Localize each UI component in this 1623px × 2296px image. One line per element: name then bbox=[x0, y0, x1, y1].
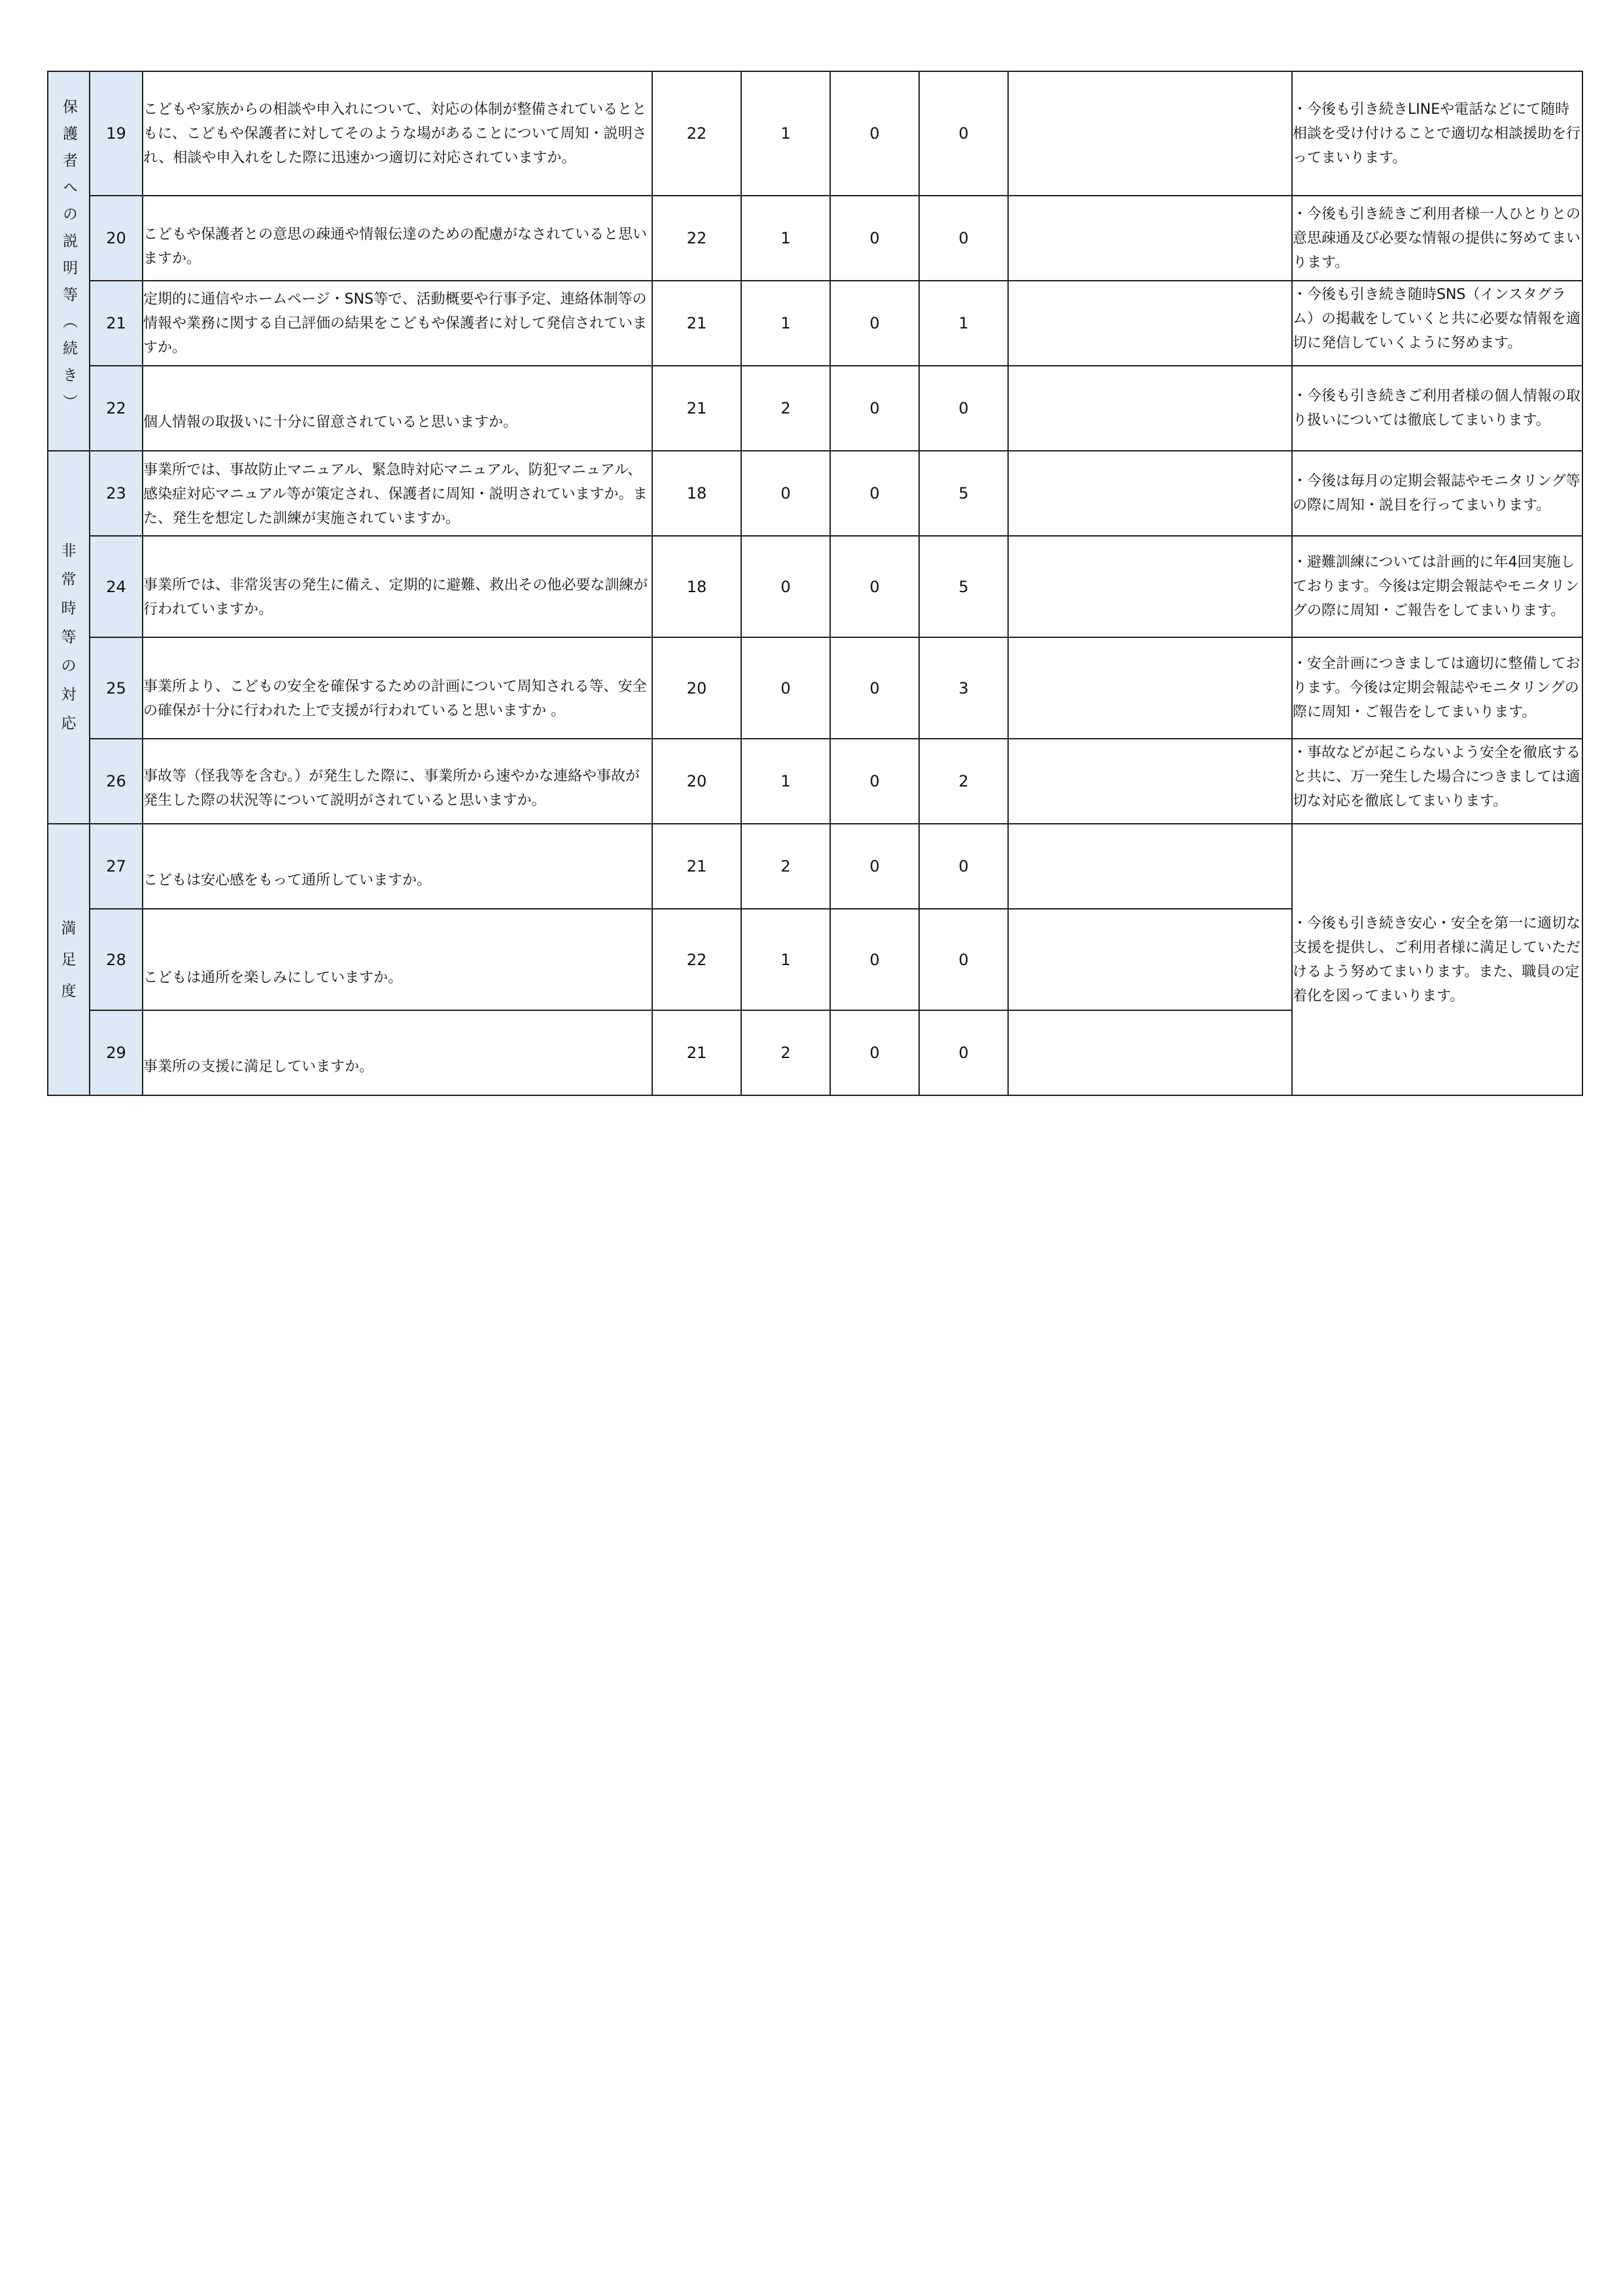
item-number: 28 bbox=[90, 909, 143, 1010]
comment-cell bbox=[1008, 909, 1292, 1010]
question-text: こどもや家族からの相談や申入れについて、対応の体制が整備されているとともに、こどもや保護者に対してそのような場があることについて周知・説明され、相談や申入れをした際に迅速かつ適切に対応されていますか。 bbox=[143, 71, 652, 196]
response-text: ・今後は毎月の定期会報誌やモニタリング等の際に周知・説目を行ってまいります。 bbox=[1292, 451, 1582, 536]
count-yes: 21 bbox=[652, 366, 741, 451]
count-no: 0 bbox=[830, 451, 919, 536]
comment-cell bbox=[1008, 739, 1292, 824]
response-text: ・今後も引き続きご利用者様の個人情報の取り扱いについては徹底してまいります。 bbox=[1292, 366, 1582, 451]
table-row bbox=[48, 536, 1582, 637]
count-yes: 21 bbox=[652, 1010, 741, 1095]
response-text: ・避難訓練については計画的に年4回実施しております。今後は定期会報誌やモニタリングの際に周知・ご報告をしてまいります。 bbox=[1292, 536, 1582, 637]
count-no: 0 bbox=[830, 71, 919, 196]
count-unknown: 5 bbox=[919, 536, 1008, 637]
count-neutral: 2 bbox=[741, 824, 830, 909]
comment-cell bbox=[1008, 451, 1292, 536]
response-text: ・事故などが起こらないよう安全を徹底すると共に、万一発生した場合につきましては適切な対応を徹底してまいります。 bbox=[1293, 745, 1581, 809]
count-neutral: 1 bbox=[741, 71, 830, 196]
count-neutral: 1 bbox=[741, 281, 830, 366]
section-label: 非常時等の対応 bbox=[61, 542, 77, 732]
comment-cell bbox=[1008, 366, 1292, 451]
table-row bbox=[48, 366, 1582, 451]
count-no: 0 bbox=[830, 196, 919, 281]
count-no: 0 bbox=[830, 637, 919, 739]
response-text: ・今後も引き続きLINEや電話などにて随時相談を受け付けることで適切な相談援助を行ってまいります。 bbox=[1292, 71, 1582, 196]
question-text: 事業所の支援に満足していますか。 bbox=[143, 1010, 652, 1095]
response-cell bbox=[1292, 281, 1582, 366]
count-yes: 22 bbox=[652, 196, 741, 281]
response-text: ・今後も引き続き随時SNS（インスタグラム）の掲載をしていくと共に必要な情報を適切に発信していくように努めます。 bbox=[1293, 287, 1581, 351]
section-label: 保護者への説明等（続き） bbox=[60, 99, 77, 421]
question-text: こどもは通所を楽しみにしていますか。 bbox=[143, 909, 652, 1010]
count-unknown: 0 bbox=[919, 196, 1008, 281]
count-neutral: 0 bbox=[741, 536, 830, 637]
response-text: ・安全計画につきましては適切に整備しております。今後は定期会報誌やモニタリングの際に周知・ご報告をしてまいります。 bbox=[1292, 637, 1582, 739]
count-neutral: 2 bbox=[741, 1010, 830, 1095]
count-neutral: 0 bbox=[741, 451, 830, 536]
count-no: 0 bbox=[830, 366, 919, 451]
count-unknown: 0 bbox=[919, 71, 1008, 196]
comment-cell bbox=[1008, 281, 1292, 366]
count-yes: 21 bbox=[652, 281, 741, 366]
count-unknown: 0 bbox=[919, 366, 1008, 451]
response-text: ・今後も引き続きご利用者様一人ひとりとの意思疎通及び必要な情報の提供に努めてまいります。 bbox=[1292, 196, 1582, 281]
question-text: 事故等（怪我等を含む。）が発生した際に、事業所から速やかな連絡や事故が発生した際の状況等について説明がされていると思いますか。 bbox=[143, 739, 652, 824]
section-cell bbox=[48, 451, 90, 824]
item-number: 27 bbox=[90, 824, 143, 909]
count-neutral: 1 bbox=[741, 196, 830, 281]
count-no: 0 bbox=[830, 536, 919, 637]
count-unknown: 3 bbox=[919, 637, 1008, 739]
comment-cell bbox=[1008, 824, 1292, 909]
question-text: 事業所では、非常災害の発生に備え、定期的に避難、救出その他必要な訓練が行われていますか。 bbox=[143, 536, 652, 637]
count-neutral: 1 bbox=[741, 739, 830, 824]
count-unknown: 0 bbox=[919, 824, 1008, 909]
count-yes: 22 bbox=[652, 71, 741, 196]
section-cell bbox=[48, 71, 90, 451]
count-unknown: 5 bbox=[919, 451, 1008, 536]
table-row bbox=[48, 824, 1582, 909]
item-number: 23 bbox=[90, 451, 143, 536]
comment-cell bbox=[1008, 637, 1292, 739]
count-no: 0 bbox=[830, 739, 919, 824]
question-text: 事業所より、こどもの安全を確保するための計画について周知される等、安全の確保が十分に行われた上で支援が行われていると思いますか 。 bbox=[143, 637, 652, 739]
table-row bbox=[48, 739, 1582, 824]
item-number: 24 bbox=[90, 536, 143, 637]
table-row bbox=[48, 71, 1582, 196]
response-text: ・今後も引き続き安心・安全を第一に適切な支援を提供し、ご利用者様に満足していただけるよう努めてまいります。また、職員の定着化を図ってまいります。 bbox=[1292, 824, 1582, 1095]
count-unknown: 2 bbox=[919, 739, 1008, 824]
count-yes: 20 bbox=[652, 637, 741, 739]
count-yes: 22 bbox=[652, 909, 741, 1010]
count-neutral: 2 bbox=[741, 366, 830, 451]
count-unknown: 0 bbox=[919, 909, 1008, 1010]
comment-cell bbox=[1008, 536, 1292, 637]
count-no: 0 bbox=[830, 281, 919, 366]
section-label: 満足度 bbox=[61, 919, 77, 1000]
comment-cell bbox=[1008, 196, 1292, 281]
question-text: 定期的に通信やホームページ・SNS等で、活動概要や行事予定、連絡体制等の情報や業務に関する自己評価の結果をこどもや保護者に対して発信されていますか。 bbox=[143, 281, 652, 366]
item-number: 25 bbox=[90, 637, 143, 739]
table-row bbox=[48, 451, 1582, 536]
table-row bbox=[48, 281, 1582, 366]
count-yes: 18 bbox=[652, 536, 741, 637]
comment-cell bbox=[1008, 71, 1292, 196]
question-text: 個人情報の取扱いに十分に留意されていると思いますか。 bbox=[143, 366, 652, 451]
count-no: 0 bbox=[830, 909, 919, 1010]
question-text: 事業所では、事故防止マニュアル、緊急時対応マニュアル、防犯マニュアル、感染症対応マニュアル等が策定され、保護者に周知・説明されていますか。また、発生を想定した訓練が実施されていますか。 bbox=[143, 451, 652, 536]
item-number: 21 bbox=[90, 281, 143, 366]
count-no: 0 bbox=[830, 824, 919, 909]
question-text: こどもは安心感をもって通所していますか。 bbox=[143, 824, 652, 909]
item-number: 29 bbox=[90, 1010, 143, 1095]
count-yes: 21 bbox=[652, 824, 741, 909]
count-unknown: 1 bbox=[919, 281, 1008, 366]
count-yes: 18 bbox=[652, 451, 741, 536]
question-text: こどもや保護者との意思の疎通や情報伝達のための配慮がなされていると思いますか。 bbox=[143, 196, 652, 281]
item-number: 26 bbox=[90, 739, 143, 824]
item-number: 20 bbox=[90, 196, 143, 281]
section-cell bbox=[48, 824, 90, 1095]
count-yes: 20 bbox=[652, 739, 741, 824]
count-unknown: 0 bbox=[919, 1010, 1008, 1095]
item-number: 19 bbox=[90, 71, 143, 196]
evaluation-table bbox=[47, 71, 1583, 1096]
item-number: 22 bbox=[90, 366, 143, 451]
count-neutral: 1 bbox=[741, 909, 830, 1010]
table-row bbox=[48, 196, 1582, 281]
response-cell bbox=[1292, 739, 1582, 824]
count-no: 0 bbox=[830, 1010, 919, 1095]
comment-cell bbox=[1008, 1010, 1292, 1095]
table-row bbox=[48, 637, 1582, 739]
count-neutral: 0 bbox=[741, 637, 830, 739]
